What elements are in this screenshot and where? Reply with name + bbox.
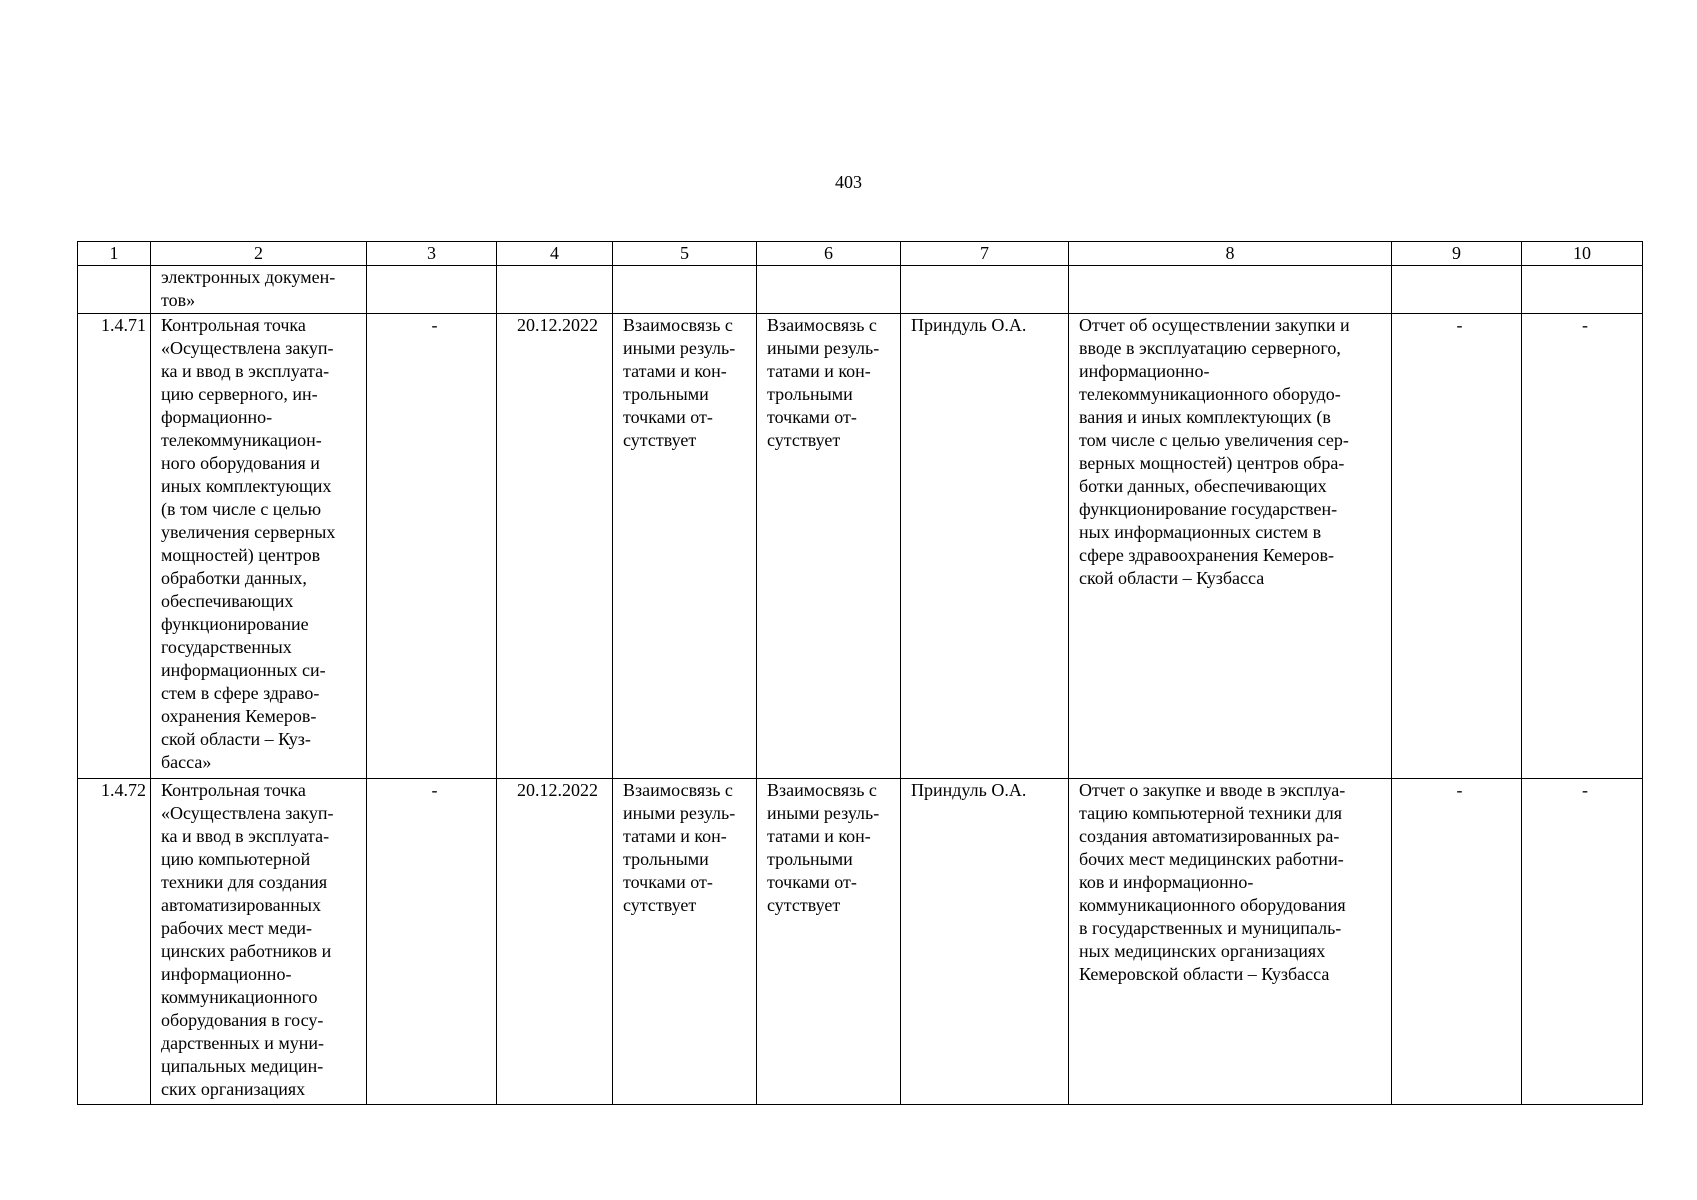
cell-text-line: Взаимосвязь с: [767, 315, 877, 335]
cell-text-line: точками от-: [623, 407, 713, 427]
cell-text-line: верных мощностей) центров обра-: [1079, 453, 1345, 473]
cell-text-line: ка и ввод в эксплуата-: [161, 826, 330, 846]
cell-text-line: точками от-: [623, 872, 713, 892]
item-name-cell: [151, 266, 367, 314]
cell-text-line: ных информационных систем в: [1079, 522, 1322, 542]
cell-text-line: трольными: [767, 384, 853, 404]
table-row: [78, 314, 1643, 779]
date-cell: [497, 266, 613, 314]
cell-text-line: сфере здравоохранения Кемеров-: [1079, 545, 1335, 565]
cell-text-line: точками от-: [767, 872, 857, 892]
document-table: [77, 241, 1643, 1105]
column-3-cell: -: [367, 314, 497, 779]
cell-text-line: иных комплектующих: [161, 476, 332, 496]
cell-text-line: Взаимосвязь с: [623, 315, 733, 335]
header-cell: 7: [901, 242, 1069, 266]
cell-text-line: Взаимосвязь с: [623, 780, 733, 800]
item-number-cell: 1.4.72: [78, 779, 151, 1105]
cell-text-line: татами и кон-: [623, 826, 727, 846]
date-cell: 20.12.2022: [497, 779, 613, 1105]
cell-text-line: ков и информационно-: [1079, 872, 1254, 892]
relation-cell-5: [613, 266, 757, 314]
cell-text-line: телекоммуникацион-: [161, 430, 322, 450]
cell-text-line: Кемеровской области – Кузбасса: [1079, 964, 1330, 984]
date-cell: 20.12.2022: [497, 314, 613, 779]
cell-text-line: оборудования в госу-: [161, 1010, 324, 1030]
relation-cell-6: [757, 314, 901, 779]
responsible-cell: Приндуль О.А.: [901, 314, 1069, 779]
header-cell: 9: [1392, 242, 1522, 266]
cell-text-line: трольными: [767, 849, 853, 869]
cell-text-line: цию серверного, ин-: [161, 384, 318, 404]
cell-text-line: электронных докумен-: [161, 267, 336, 287]
cell-text-line: обеспечивающих: [161, 591, 294, 611]
table-row: [78, 779, 1643, 1105]
cell-text-line: иными резуль-: [767, 803, 880, 823]
cell-text-line: вания и иных комплектующих (в: [1079, 407, 1331, 427]
cell-text-line: сутствует: [767, 895, 841, 915]
relation-cell-5: [613, 314, 757, 779]
cell-text-line: создания автоматизированных ра-: [1079, 826, 1340, 846]
header-cell: 8: [1069, 242, 1392, 266]
cell-text-line: иными резуль-: [623, 803, 736, 823]
cell-text-line: стем в сфере здраво-: [161, 683, 320, 703]
cell-text-line: ного оборудования и: [161, 453, 320, 473]
column-10-cell: -: [1522, 314, 1643, 779]
column-3-cell: -: [367, 779, 497, 1105]
column-9-cell: -: [1392, 314, 1522, 779]
cell-text-line: точками от-: [767, 407, 857, 427]
header-cell: 4: [497, 242, 613, 266]
cell-text-line: ской области – Кузбасса: [1079, 568, 1265, 588]
cell-text-line: государственных: [161, 637, 292, 657]
cell-text-line: телекоммуникационного оборудо-: [1079, 384, 1341, 404]
cell-text-line: рабочих мест меди-: [161, 918, 312, 938]
cell-text-line: Отчет об осуществлении закупки и: [1079, 315, 1350, 335]
column-9-cell: -: [1392, 779, 1522, 1105]
cell-text-line: функционирование государствен-: [1079, 499, 1338, 519]
result-cell: [1069, 266, 1392, 314]
header-cell: 5: [613, 242, 757, 266]
item-number-cell: [78, 266, 151, 314]
header-row: [78, 242, 1643, 266]
header-cell: 6: [757, 242, 901, 266]
cell-text-line: трольными: [623, 849, 709, 869]
cell-text-line: информационно-: [161, 964, 292, 984]
cell-text-line: техники для создания: [161, 872, 328, 892]
column-10-cell: -: [1522, 779, 1643, 1105]
result-cell: [1069, 779, 1392, 1105]
cell-text-line: мощностей) центров: [161, 545, 321, 565]
cell-text-line: ципальных медицин-: [161, 1056, 324, 1076]
header-cell: 10: [1522, 242, 1643, 266]
relation-cell-5: [613, 779, 757, 1105]
header-cell: 2: [151, 242, 367, 266]
cell-text-line: ских организациях: [161, 1079, 306, 1099]
cell-text-line: Взаимосвязь с: [767, 780, 877, 800]
cell-text-line: татами и кон-: [623, 361, 727, 381]
cell-text-line: Отчет о закупке и вводе в эксплуа-: [1079, 780, 1346, 800]
responsible-cell: Приндуль О.А.: [901, 779, 1069, 1105]
cell-text-line: тацию компьютерной техники для: [1079, 803, 1343, 823]
cell-text-line: охранения Кемеров-: [161, 706, 317, 726]
header-cell: 3: [367, 242, 497, 266]
cell-text-line: в государственных и муниципаль-: [1079, 918, 1342, 938]
cell-text-line: татами и кон-: [767, 826, 871, 846]
cell-text-line: «Осуществлена закуп-: [161, 338, 334, 358]
cell-text-line: автоматизированных: [161, 895, 321, 915]
cell-text-line: функционирование: [161, 614, 309, 634]
cell-text-line: ка и ввод в эксплуата-: [161, 361, 330, 381]
cell-text-line: ных медицинских организациях: [1079, 941, 1326, 961]
cell-text-line: иными резуль-: [767, 338, 880, 358]
cell-text-line: сутствует: [623, 895, 697, 915]
cell-text-line: Контрольная точка: [161, 315, 306, 335]
item-number-cell: 1.4.71: [78, 314, 151, 779]
cell-text-line: иными резуль-: [623, 338, 736, 358]
cell-text-line: татами и кон-: [767, 361, 871, 381]
cell-text-line: трольными: [623, 384, 709, 404]
cell-text-line: том числе с целью увеличения сер-: [1079, 430, 1349, 450]
cell-text-line: обработки данных,: [161, 568, 307, 588]
page-number: 403: [835, 172, 862, 192]
cell-text-line: формационно-: [161, 407, 273, 427]
cell-text-line: басса»: [161, 752, 212, 772]
cell-text-line: вводе в эксплуатацию серверного,: [1079, 338, 1341, 358]
responsible-cell: [901, 266, 1069, 314]
cell-text-line: тов»: [161, 290, 196, 310]
column-3-cell: [367, 266, 497, 314]
relation-cell-6: [757, 266, 901, 314]
cell-text-line: ской области – Куз-: [161, 729, 311, 749]
cell-text-line: коммуникационного оборудования: [1079, 895, 1346, 915]
cell-text-line: цию компьютерной: [161, 849, 311, 869]
result-cell: [1069, 314, 1392, 779]
cell-text-line: (в том числе с целью: [161, 499, 322, 519]
cell-text-line: бочих мест медицинских работни-: [1079, 849, 1344, 869]
item-name-cell: [151, 779, 367, 1105]
cell-text-line: сутствует: [623, 430, 697, 450]
table-row: [78, 266, 1643, 314]
item-name-cell: [151, 314, 367, 779]
cell-text-line: «Осуществлена закуп-: [161, 803, 334, 823]
cell-text-line: сутствует: [767, 430, 841, 450]
column-9-cell: [1392, 266, 1522, 314]
cell-text-line: информационно-: [1079, 361, 1210, 381]
header-cell: 1: [78, 242, 151, 266]
relation-cell-6: [757, 779, 901, 1105]
cell-text-line: коммуникационного: [161, 987, 318, 1007]
cell-text-line: дарственных и муни-: [161, 1033, 325, 1053]
cell-text-line: ботки данных, обеспечивающих: [1079, 476, 1327, 496]
cell-text-line: цинских работников и: [161, 941, 332, 961]
cell-text-line: информационных си-: [161, 660, 326, 680]
cell-text-line: Контрольная точка: [161, 780, 306, 800]
column-10-cell: [1522, 266, 1643, 314]
cell-text-line: увеличения серверных: [161, 522, 336, 542]
